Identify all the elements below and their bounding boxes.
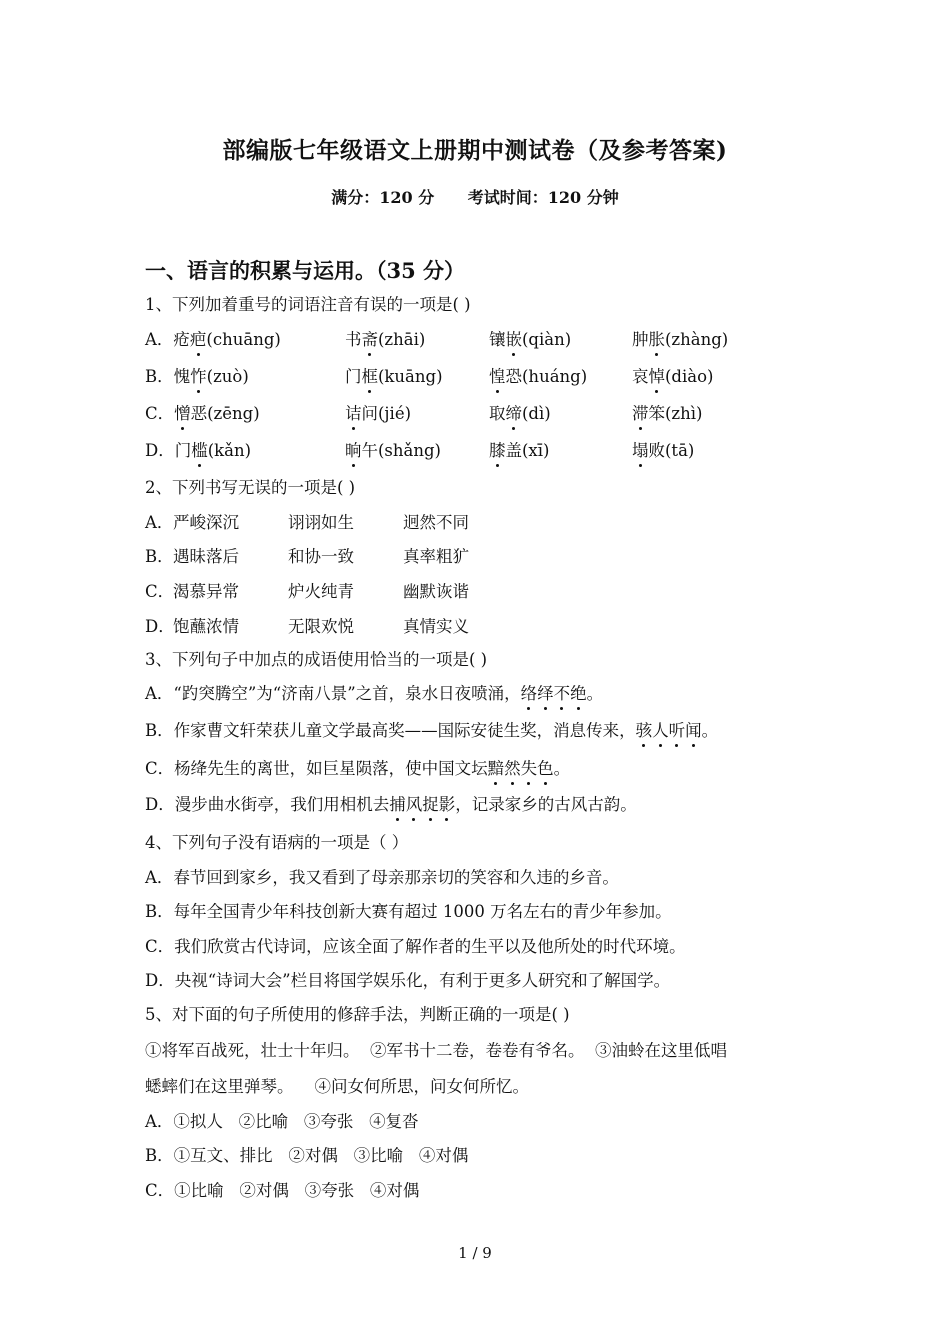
emphasis-char: 绎	[537, 684, 554, 703]
sentence-part: B．作家曹文轩荣获儿童文学最高奖——国际安徒生奖，消息传来，	[145, 721, 636, 740]
pinyin-item	[632, 329, 728, 351]
word-part: 愧	[173, 367, 191, 386]
emphasis-char: 绝	[570, 684, 587, 703]
option-letter: B．	[145, 367, 174, 386]
page-title: 部编版七年级语文上册期中测试卷（及参考答案)	[222, 137, 728, 164]
pinyin-item	[145, 329, 281, 351]
word-part: 镶	[489, 330, 506, 349]
question-3-stem: 3、下列句子中加点的成语使用恰当的一项是( )	[145, 650, 488, 669]
sentence-part: ，记录家乡的古风古韵。	[455, 795, 637, 814]
exam-time: 考试时间：120 分钟	[467, 188, 619, 207]
word-part: (zhāi)	[378, 330, 426, 349]
pinyin-item	[632, 440, 694, 462]
word-part: (zuò)	[206, 367, 249, 386]
emphasis-char: 滞	[632, 404, 649, 423]
pinyin-item	[489, 329, 571, 351]
emphasis-char: 膝	[489, 441, 506, 460]
emphasis-char: 不	[553, 684, 571, 703]
pinyin-item	[145, 440, 251, 462]
emphasis-char: 然	[504, 759, 521, 778]
word-part: 门	[174, 441, 192, 460]
word-part: (kǎn)	[207, 441, 252, 460]
question-4-option: C．我们欣赏古代诗词，应该全面了解作者的生平以及他所处的时代环境。	[145, 937, 686, 956]
word-part: (kuāng)	[378, 367, 443, 386]
word-part: 取	[489, 404, 506, 423]
emphasis-char: 怍	[190, 367, 207, 386]
pinyin-item	[345, 366, 443, 388]
option-letter: C．	[145, 404, 175, 423]
emphasis-char: 黯	[487, 759, 505, 778]
emphasis-char: 骇	[635, 721, 653, 740]
word-item: 渴慕异常	[173, 582, 239, 601]
word-item: 饱蘸浓情	[173, 617, 239, 636]
question-2-stem: 2、下列书写无误的一项是( )	[145, 478, 356, 497]
option-letter: D．	[145, 617, 175, 636]
word-item: 迥然不同	[403, 513, 469, 532]
emphasis-char: 人	[652, 721, 669, 740]
word-item: 无限欢悦	[288, 617, 354, 636]
option-letter: A．	[145, 330, 174, 349]
emphasis-char: 框	[361, 367, 378, 386]
word-item: 幽默诙谐	[403, 582, 469, 601]
question-4-option: B．每年全国青少年科技创新大赛有超过 1000 万名左右的青少年参加。	[145, 902, 672, 921]
pinyin-item	[145, 366, 249, 388]
word-part: (chuāng)	[206, 330, 281, 349]
word-item: 诩诩如生	[288, 513, 354, 532]
pinyin-item	[345, 440, 441, 462]
pinyin-item	[145, 403, 260, 425]
word-item: 真率粗犷	[403, 547, 469, 566]
emphasis-char: 失	[520, 759, 538, 778]
page-number: 1 / 9	[458, 1244, 492, 1262]
word-part: 门	[345, 367, 362, 386]
word-part: (dì)	[522, 404, 551, 423]
emphasis-char: 捕	[389, 795, 406, 814]
question-5-option: A．①拟人 ②比喻 ③夸张 ④复沓	[145, 1112, 419, 1131]
section-heading: 一、语言的积累与运用。（35 分）	[145, 258, 466, 283]
word-part: 败(tā)	[648, 441, 695, 460]
option-letter: D．	[145, 441, 175, 460]
emphasis-char: 影	[438, 795, 456, 814]
word-part: 恶(zēng)	[190, 404, 260, 423]
emphasis-char: 诘	[345, 404, 362, 423]
question-5-text: 蟋蟀们在这里弹琴。 ④问女何所思，问女何所忆。	[145, 1077, 529, 1096]
pinyin-item	[489, 403, 551, 425]
pinyin-item	[632, 403, 702, 425]
emphasis-char: 络	[520, 684, 538, 703]
sentence-part: 。	[701, 721, 719, 740]
question-5-text: ①将军百战死，壮士十年归。 ②军书十二卷，卷卷有爷名。 ③油蛉在这里低唱	[145, 1041, 727, 1060]
word-part: (qiàn)	[522, 330, 572, 349]
emphasis-char: 听	[668, 721, 686, 740]
word-part: 笨(zhì)	[648, 404, 703, 423]
emphasis-char: 捉	[422, 795, 439, 814]
sentence-part: D．漫步曲水街亭，我们用相机去	[145, 795, 390, 814]
word-item: 炉火纯青	[288, 582, 354, 601]
question-1-stem: 1、下列加着重号的词语注音有误的一项是( )	[145, 295, 471, 314]
word-part: (zhàng)	[665, 330, 729, 349]
emphasis-char: 嵌	[505, 330, 522, 349]
emphasis-char: 塌	[632, 441, 649, 460]
question-5-stem: 5、对下面的句子所使用的修辞手法，判断正确的一项是( )	[145, 1005, 570, 1024]
question-5-option: C．①比喻 ②对偶 ③夸张 ④对偶	[145, 1181, 420, 1200]
pinyin-item	[345, 329, 425, 351]
word-part: 问(jié)	[361, 404, 412, 423]
word-part: 书	[345, 330, 362, 349]
word-part: 盖(xī)	[505, 441, 550, 460]
emphasis-char: 缔	[505, 404, 522, 423]
emphasis-char: 斋	[361, 330, 378, 349]
pinyin-item	[632, 366, 714, 388]
question-3-option	[145, 720, 718, 742]
option-letter: C．	[145, 582, 175, 601]
emphasis-char: 胀	[648, 330, 665, 349]
option-letter: B．	[145, 547, 174, 566]
word-part: 恐(huáng)	[505, 367, 588, 386]
emphasis-char: 色	[537, 759, 554, 778]
question-3-option	[145, 683, 603, 705]
question-4-stem: 4、下列句子没有语病的一项是（ ）	[145, 833, 409, 852]
emphasis-char: 憎	[174, 404, 191, 423]
word-item: 遇昧落后	[173, 547, 239, 566]
word-item: 和协一致	[288, 547, 354, 566]
word-item: 真情实义	[403, 617, 469, 636]
sentence-part: A．“趵突腾空”为“济南八景”之首，泉水日夜喷涌，	[145, 684, 521, 703]
sentence-part: C．杨绛先生的离世，如巨星陨落，使中国文坛	[145, 759, 488, 778]
word-part: 肿	[632, 330, 649, 349]
question-3-option	[145, 794, 637, 816]
emphasis-char: 槛	[191, 441, 208, 460]
emphasis-char: 惶	[489, 367, 506, 386]
sentence-part: 。	[586, 684, 604, 703]
emphasis-char: 疤	[189, 330, 207, 349]
word-part: 哀	[632, 367, 649, 386]
question-5-option: B．①互文、排比 ②对偶 ③比喻 ④对偶	[145, 1146, 469, 1165]
emphasis-char: 悼	[648, 367, 665, 386]
emphasis-char: 闻	[685, 721, 702, 740]
question-4-option: A．春节回到家乡，我又看到了母亲那亲切的笑容和久违的乡音。	[145, 868, 619, 887]
pinyin-item	[489, 440, 549, 462]
question-4-option: D．央视“诗词大会”栏目将国学娱乐化，有利于更多人研究和了解国学。	[145, 971, 671, 990]
score-time-info	[0, 185, 950, 208]
sentence-part: 。	[553, 759, 571, 778]
word-part: (diào)	[665, 367, 714, 386]
option-letter: A．	[145, 513, 174, 532]
pinyin-item	[345, 403, 411, 425]
full-score: 满分：120 分	[331, 188, 435, 207]
emphasis-char: 晌	[345, 441, 362, 460]
pinyin-item	[489, 366, 587, 388]
word-item: 严峻深沉	[173, 513, 239, 532]
word-part: 疮	[173, 330, 190, 349]
emphasis-char: 风	[405, 795, 423, 814]
question-3-option	[145, 758, 570, 780]
word-part: 午(shǎng)	[361, 441, 441, 460]
